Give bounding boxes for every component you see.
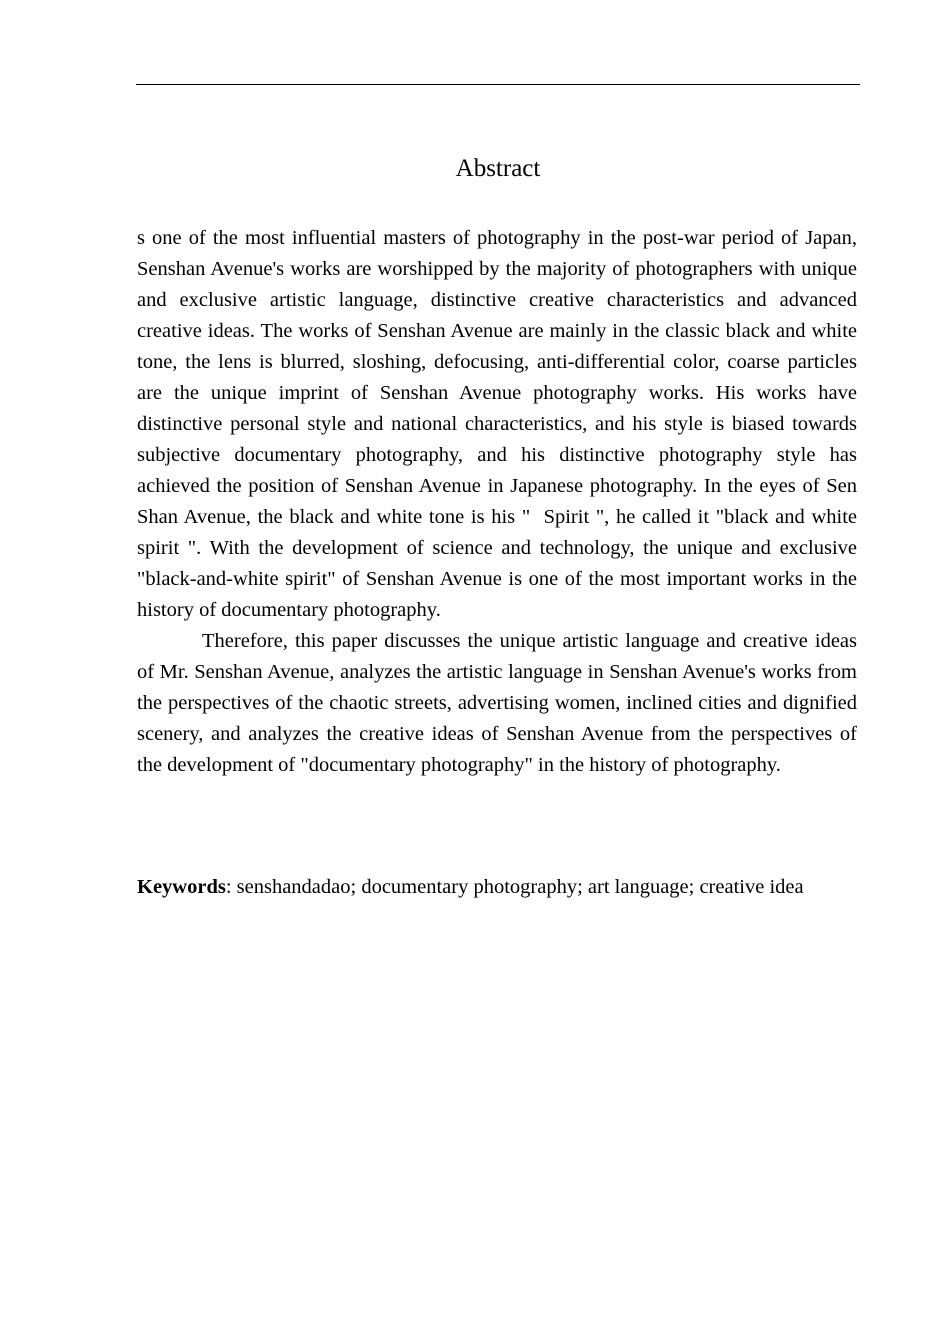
keywords-label: Keywords (137, 876, 226, 898)
abstract-paragraph-1: s one of the most influential masters of photography in the post-war period of Japan, Senshan Avenue's works are worshipped by the majority of photographers with unique and exclusive artistic language, distinctive creative characteristics and advanced creative ideas. The works of Senshan Avenue are mainly in the classic black and white tone, the lens is blurred, sloshing, defocusing, anti-differential color, coarse particles are the unique imprint of Senshan Avenue photography works. His works have distinctive personal style and national characteristics, and his style is biased towards subjective documentary photography, and his distinctive photography style has achieved the position of Senshan Avenue in Japanese photography. In the eyes of Sen Shan Avenue, the black and white tone is his " Spirit ", he called it "black and white spirit ". With the development of science and technology, the unique and exclusive "black-and-white spirit" of Senshan Avenue is one of the most important works in the history of documentary photography. (137, 227, 857, 621)
abstract-paragraph-2: Therefore, this paper discusses the unique artistic language and creative ideas of Mr. Senshan Avenue, analyzes the artistic language in Senshan Avenue's works from the perspectives of the chaotic streets, advertising women, inclined cities and dignified scenery, and analyzes the creative ideas of Senshan Avenue from the perspectives of the development of "documentary photography" in the history of photography. (137, 630, 857, 776)
header-rule (136, 84, 860, 85)
keywords-text: : senshandadao; documentary photography; art language; creative idea (225, 876, 804, 898)
keywords-line (137, 872, 857, 903)
abstract-title: Abstract (455, 155, 541, 182)
abstract-body (137, 223, 857, 781)
